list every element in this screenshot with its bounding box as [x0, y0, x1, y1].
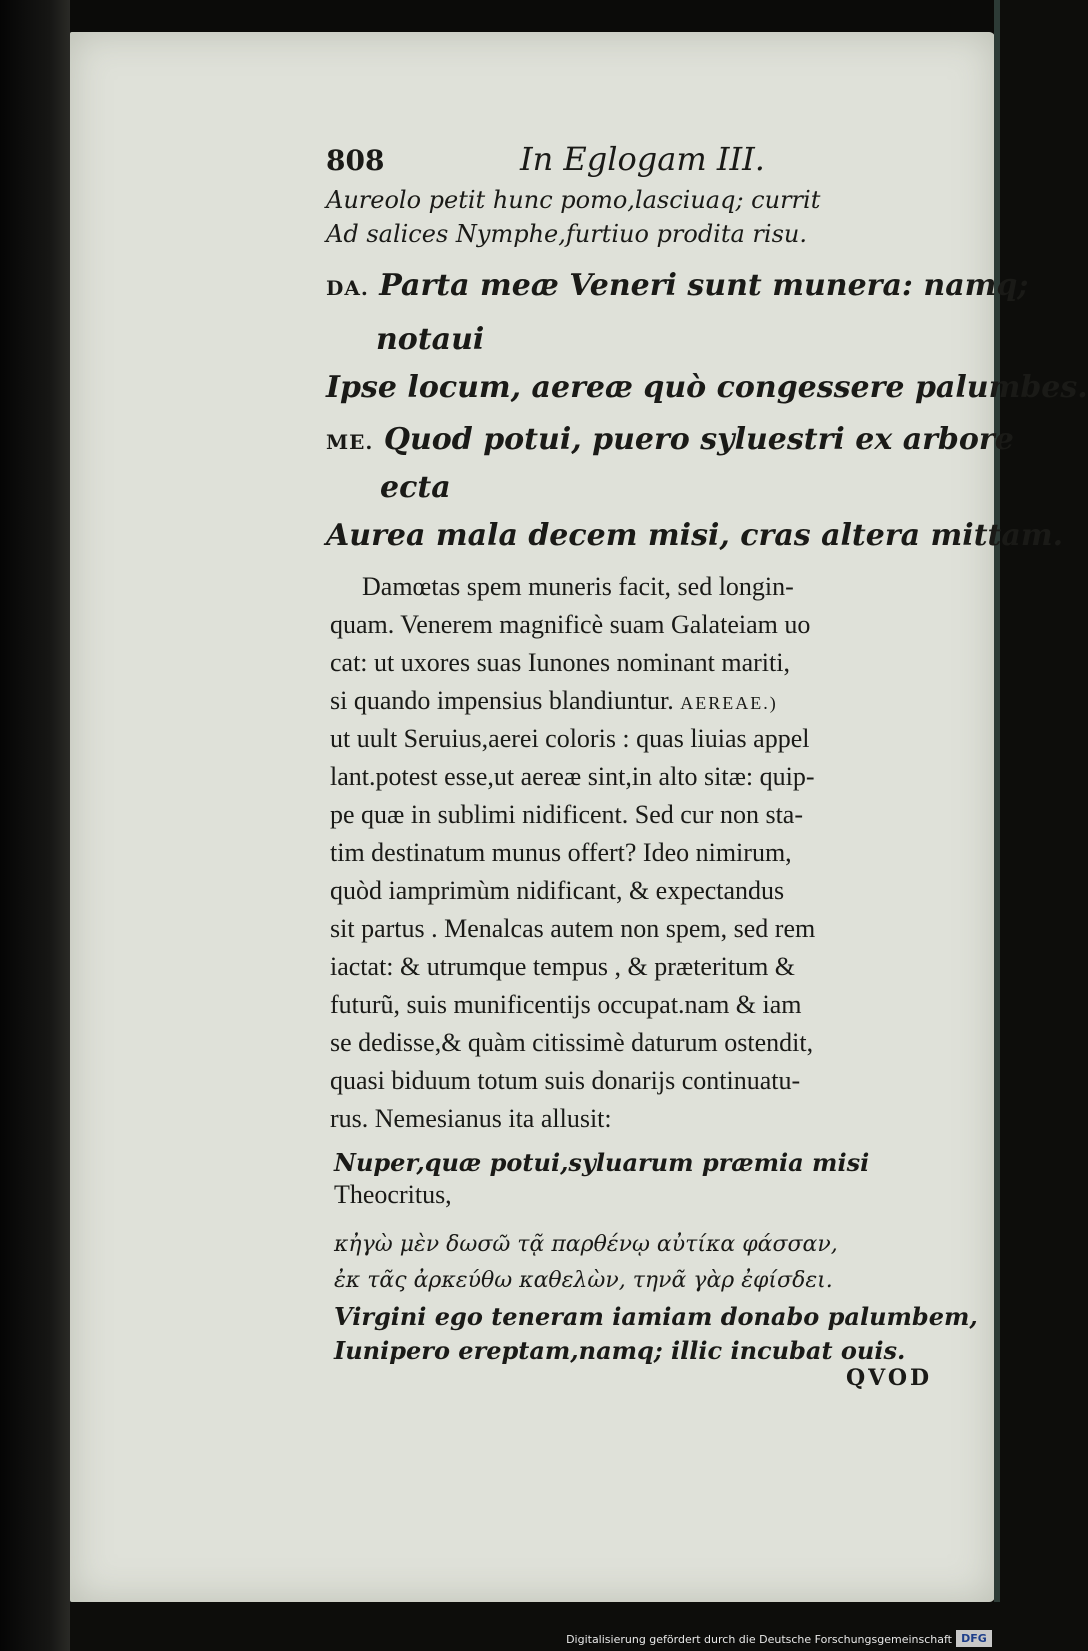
- commentary-line-10: sit partus . Menalcas autem non spem, sed rem: [330, 914, 816, 943]
- speaker-label: ME.: [326, 430, 374, 454]
- commentary-line-5: ut uult Seruius,aerei coloris : quas liuias appel: [330, 724, 810, 753]
- footer-credit: Digitalisierung gefördert durch die Deutsche Forschungsgemeinschaft: [566, 1633, 952, 1646]
- commentary-line-2: quam. Venerem magnificè suam Galateiam uo: [330, 610, 811, 639]
- intro-verse-1: Aureolo petit hunc pomo,lasciuaq; currit: [326, 186, 821, 214]
- commentary-line-14: quasi biduum totum suis donarijs continuatu-: [330, 1066, 801, 1095]
- commentary-line-1: Damœtas spem muneris facit, sed longin-: [362, 572, 794, 601]
- commentary-line-13: se dedisse,& quàm citissimè daturum ostendit,: [330, 1028, 814, 1057]
- running-title: In Eglogam III.: [520, 140, 765, 178]
- theocritus-label: Theocritus,: [334, 1180, 452, 1209]
- latin-translation-1: Virgini ego teneram iamiam donabo palumbem,: [334, 1302, 978, 1331]
- dfg-logo: DFG: [956, 1630, 992, 1647]
- dialogue-line-2: notaui: [376, 322, 485, 357]
- greek-line-1: κἠγὼ μὲν δωσῶ τᾷ παρθένῳ αὐτίκα φάσσαν,: [334, 1232, 838, 1257]
- page-edge: [994, 0, 1000, 1651]
- dialogue-line-1: [326, 268, 1028, 303]
- commentary-line-7: pe quæ in sublimi nidificent. Sed cur non sta-: [330, 800, 803, 829]
- commentary-line-11: iactat: & utrumque tempus , & præteritum &: [330, 952, 796, 981]
- commentary-line-8: tim destinatum munus offert? Ideo nimirum,: [330, 838, 792, 867]
- page-number: 808: [326, 144, 385, 177]
- dialogue-line-4: [326, 422, 1014, 457]
- intro-verse-2: Ad salices Nymphe,furtiuo prodita risu.: [326, 220, 807, 248]
- top-background: [70, 0, 1000, 32]
- dialogue-line-3: Ipse locum, aereæ quò congessere palumbes.: [326, 370, 1088, 405]
- book-spine: [0, 0, 70, 1651]
- commentary-line-12: futurũ, suis munificentijs occupat.nam & iam: [330, 990, 802, 1019]
- commentary-line-15: rus. Nemesianus ita allusit:: [330, 1104, 612, 1133]
- dialogue-text: Parta meæ Veneri sunt munera: namq;: [379, 268, 1029, 303]
- commentary-line-9: quòd iamprimùm nidificant, & expectandus: [330, 876, 785, 905]
- dialogue-text: Quod potui, puero syluestri ex arbore: [383, 422, 1014, 457]
- dialogue-line-6: Aurea mala decem misi, cras altera mittam.: [326, 518, 1064, 553]
- commentary-line-3: cat: ut uxores suas Iunones nominant mariti,: [330, 648, 790, 677]
- speaker-label: DA.: [326, 276, 369, 300]
- nemesianus-quote: Nuper,quæ potui,syluarum præmia misi: [334, 1148, 870, 1177]
- greek-line-2: ἐκ τᾶς ἀρκεύθω καθελὼν, τηνᾶ γὰρ ἐφίσδει.: [334, 1268, 833, 1293]
- dialogue-line-5: ecta: [380, 470, 451, 505]
- commentary-text: si quando impensius blandiuntur.: [330, 686, 674, 715]
- latin-translation-2: Iunipero ereptam,namq; illic incubat ouis.: [334, 1336, 906, 1365]
- catchword: QVOD: [846, 1365, 933, 1391]
- commentary-line-4: [330, 686, 778, 716]
- lemma: AEREAE.): [680, 693, 778, 713]
- commentary-line-6: lant.potest esse,ut aereæ sint,in alto sitæ: quip-: [330, 762, 815, 791]
